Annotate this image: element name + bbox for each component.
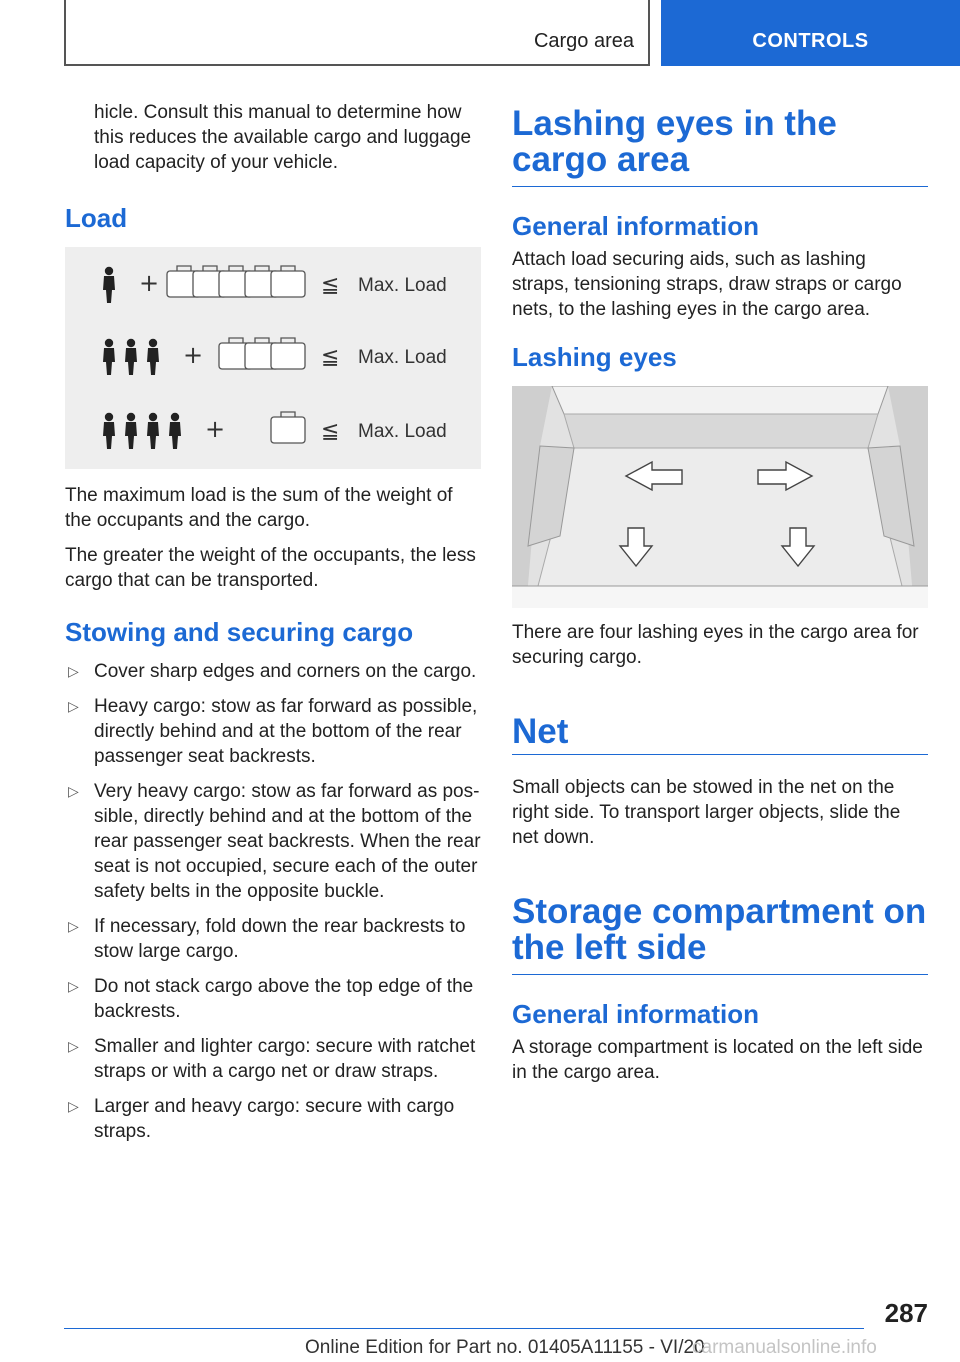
triangle-bullet-icon: ▷ xyxy=(68,698,79,714)
max-load-label: Max. Load xyxy=(358,275,447,296)
person-icon xyxy=(103,413,115,449)
plus-icon: + xyxy=(139,269,160,297)
list-item: ▷ Do not stack cargo above the top edge of the backrests. xyxy=(68,976,474,1022)
luggage-icon xyxy=(271,412,305,443)
load-row xyxy=(103,412,447,449)
list-item: ▷ Heavy cargo: stow as far forward as possible, directly behind and at the bottom of the rear passenger seat backrests. xyxy=(68,696,478,767)
general-paragraph: Attach load securing aids, such as lashing straps, tensioning straps, draw straps or cargo nets, to the lashing eyes in the cargo area. xyxy=(512,249,902,320)
triangle-bullet-icon: ▷ xyxy=(68,1098,79,1114)
list-item: ▷ Larger and heavy cargo: secure with cargo straps. xyxy=(68,1096,455,1142)
triangle-bullet-icon: ▷ xyxy=(68,663,79,679)
person-icon xyxy=(147,413,159,449)
header-chapter-tab xyxy=(661,0,960,66)
section-rule xyxy=(512,974,928,975)
lashing-eyes-heading: Lashing eyes xyxy=(512,342,677,372)
lashing-eyes-paragraph: There are four lashing eyes in the cargo area for securing cargo. xyxy=(512,622,919,668)
less-or-equal-icon: ≦ xyxy=(321,273,340,298)
header-section-title: Cargo area xyxy=(533,30,634,52)
header-section-tab xyxy=(64,0,650,66)
general-heading: General information xyxy=(512,211,760,241)
header-chapter-title: CONTROLS xyxy=(752,30,869,52)
triangle-bullet-icon: ▷ xyxy=(68,918,79,934)
left-column xyxy=(65,100,481,1154)
load-paragraph-2: The greater the weight of the occupants, the less cargo that can be transported. xyxy=(65,545,476,591)
list-item: ▷ If necessary, fold down the rear backrests to stow large cargo. xyxy=(68,916,466,962)
list-item: ▷ Cover sharp edges and corners on the cargo. xyxy=(68,661,477,682)
person-icon xyxy=(169,413,181,449)
triangle-bullet-icon: ▷ xyxy=(68,783,79,799)
net-paragraph: Small objects can be stowed in the net on the right side. To transport larger objects, slide the net down. xyxy=(512,777,901,848)
list-item: ▷ Smaller and lighter cargo: secure with ratchet straps or with a cargo net or draw straps. xyxy=(68,1036,476,1082)
triangle-bullet-icon: ▷ xyxy=(68,1038,79,1054)
stow-heading: Stowing and securing cargo xyxy=(65,617,414,647)
plus-icon: + xyxy=(205,415,226,443)
stow-bullet-list xyxy=(65,659,481,1144)
storage-paragraph: A storage compartment is located on the left side in the cargo area. xyxy=(512,1037,923,1083)
intro-paragraph: hicle. Consult this manual to determine how this reduces the available cargo and luggage load capacity of your vehicle. xyxy=(94,102,472,173)
load-paragraph-1: The maximum load is the sum of the weight of the occupants and the cargo. xyxy=(65,485,453,531)
watermark: carmanualsonline.info xyxy=(692,1337,877,1358)
load-diagram xyxy=(65,247,481,469)
list-item: ▷ Very heavy cargo: stow as far forward as pos‐sible, directly behind and at the bottom of the rear passenger seat backrests. When the rear seat is not occupied, secure each of the outer safety belts in the opposite buckle. xyxy=(68,781,481,902)
person-icon xyxy=(103,339,115,375)
load-row xyxy=(103,266,447,303)
person-icon xyxy=(125,339,137,375)
person-icon xyxy=(103,267,115,303)
less-or-equal-icon: ≦ xyxy=(321,345,340,370)
storage-title: Storage compartment on the left side xyxy=(512,892,927,967)
section-rule xyxy=(512,754,928,755)
trunk-illustration xyxy=(512,386,928,608)
luggage-icon xyxy=(271,338,305,369)
person-icon xyxy=(125,413,137,449)
section-rule xyxy=(512,186,928,187)
load-figure xyxy=(65,247,481,469)
max-load-label: Max. Load xyxy=(358,421,447,442)
net-title: Net xyxy=(512,712,569,751)
person-icon xyxy=(147,339,159,375)
lashing-title: Lashing eyes in the cargo area xyxy=(512,104,837,179)
plus-icon: + xyxy=(183,341,204,369)
load-rows xyxy=(103,266,447,449)
luggage-icon xyxy=(271,266,305,297)
load-row xyxy=(103,338,447,375)
page-number: 287 xyxy=(884,1298,928,1328)
footer-edition: Online Edition for Part no. 01405A11155 - VI/20 xyxy=(305,1337,705,1358)
footer-rule xyxy=(64,1328,864,1329)
max-load-label: Max. Load xyxy=(358,347,447,368)
right-column xyxy=(512,100,928,1095)
load-heading: Load xyxy=(65,203,128,233)
storage-general-heading: General information xyxy=(512,999,760,1029)
less-or-equal-icon: ≦ xyxy=(321,419,340,444)
triangle-bullet-icon: ▷ xyxy=(68,978,79,994)
trunk-figure xyxy=(512,386,928,608)
